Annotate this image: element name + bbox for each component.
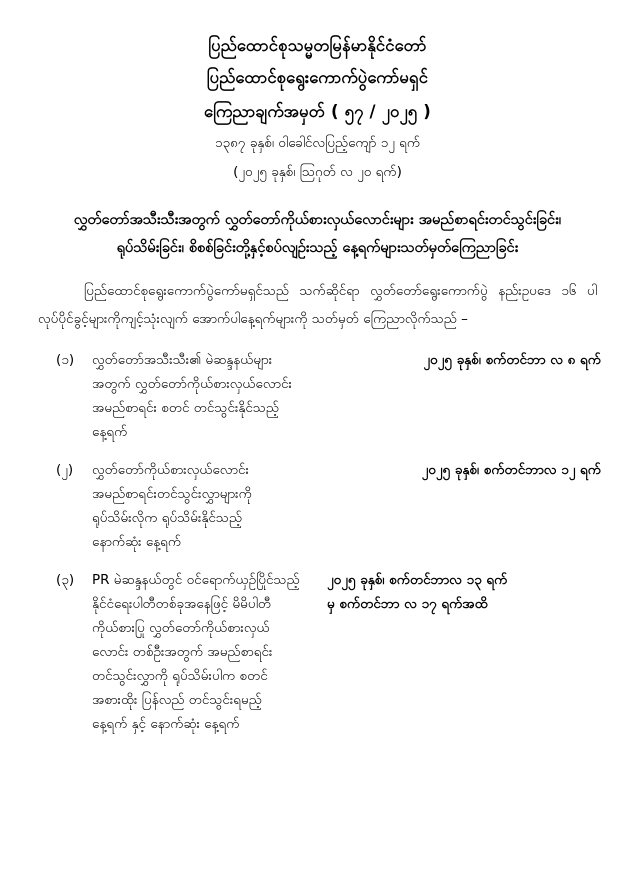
paragraph-text: ပြည်ထောင်စုရွေးကောက်ပွဲကော်မရှင်သည် သက်ဆိုင်ရာ လွှတ်တော်ရွေးကောက်ပွဲ နည်းဥပဒေ ၁၆ ပါလုပ်ပိုင်ခွင့်များကိုကျင့်သုံးလျက် အောက်ပါနေ့ရက်များကို သတ်မှတ် ကြေညာလိုက်သည် – bbox=[38, 283, 597, 328]
list-item bbox=[50, 348, 601, 444]
document-subject bbox=[34, 206, 601, 263]
list-item-line: လွှတ်တော်အသီးသီး၏ မဲဆန္ဒနယ်များ bbox=[92, 351, 273, 368]
list-item-date bbox=[418, 458, 601, 482]
list-item-line: နေ့ရက် bbox=[92, 423, 128, 440]
list-item-date-line: ၂၀၂၅ ခုနှစ်၊ စက်တင်ဘာလ ၁၂ ရက် bbox=[421, 461, 601, 478]
list-item-text bbox=[92, 348, 419, 444]
list-item-line: လောင်း တစ်ဦးအတွက် အမည်စာရင်း bbox=[92, 643, 273, 660]
list-item-number: (၃) bbox=[56, 571, 75, 588]
list-item-line: အမည်စာရင်း စတင် တင်သွင်းနိုင်သည့် bbox=[92, 399, 279, 416]
header-date-gregorian: (၂၀၂၅ ခုနှစ်၊ သြဂုတ် လ ၂၀ ရက်) bbox=[233, 164, 402, 181]
body-paragraph bbox=[34, 278, 601, 333]
list-item-date-line: ၂၀၂၅ ခုနှစ်၊ စက်တင်ဘာ လ ၈ ရက် bbox=[423, 351, 601, 368]
list-item-line: နောက်ဆုံး နေ့ရက် bbox=[92, 533, 182, 550]
list-item-line: နေ့ရက် နှင့် နောက်ဆုံး နေ့ရက် bbox=[92, 715, 240, 732]
list-item-line: အတွက် လွှတ်တော်ကိုယ်စားလှယ်လောင်း bbox=[92, 375, 292, 392]
header-line-country: ပြည်ထောင်စုသမ္မတမြန်မာနိုင်ငံတော် bbox=[208, 36, 427, 55]
list-item-number: (၁) bbox=[56, 351, 75, 368]
list-item-line: နိုင်ငံရေးပါတီတစ်ခုအနေဖြင့် မိမိပါတီ bbox=[92, 595, 272, 612]
list-item-line: အစားထိုး ပြန်လည် တင်သွင်းရမည့် bbox=[92, 691, 262, 708]
list-item-line: ကိုယ်စားပြု လွှတ်တော်ကိုယ်စားလှယ် bbox=[92, 619, 270, 636]
header-line-commission: ပြည်ထောင်စုရွေးကောက်ပွဲကော်မရှင် bbox=[206, 68, 429, 88]
list-item bbox=[50, 458, 601, 554]
list-item-date bbox=[313, 568, 601, 616]
list-item-line: ရုပ်သိမ်းလိုက ရုပ်သိမ်းနိုင်သည့် bbox=[92, 509, 243, 526]
list-item-date-line: မှ စက်တင်ဘာ လ ၁၇ ရက်အထိ bbox=[327, 595, 488, 612]
list-item-text bbox=[92, 458, 418, 554]
list-item-line: တင်သွင်းလွှာကို ရုပ်သိမ်းပါက စတင် bbox=[92, 667, 268, 684]
subject-line-2: ရုပ်သိမ်းခြင်း၊ စိစစ်ခြင်းတို့နှင့်စပ်လျဉ်းသည့် နေ့ရက်များသတ်မှတ်ကြေညာခြင်း bbox=[116, 240, 519, 257]
header-date-myanmar-era: ၁၃၈၇ ခုနှစ်၊ ဝါခေါင်လပြည့်ကျော် ၁၂ ရက် bbox=[214, 134, 421, 151]
list-item-date bbox=[419, 348, 601, 372]
list-item-number: (၂) bbox=[56, 461, 74, 478]
document-header bbox=[34, 30, 601, 188]
list-item-line: PR မဲဆန္ဒနယ်တွင် ဝင်ရောက်ယှဉ်ပြိုင်သည့် bbox=[92, 571, 300, 588]
list-item-line: အမည်စာရင်းတင်သွင်းလွှာများကို bbox=[92, 485, 252, 502]
list-item-text bbox=[92, 568, 313, 736]
list-item-date-line: ၂၀၂၅ ခုနှစ်၊ စက်တင်ဘာလ ၁၃ ရက် bbox=[327, 571, 508, 588]
list-item-line: လွှတ်တော်ကိုယ်စားလှယ်လောင်း bbox=[92, 461, 249, 478]
subject-line-1: လွှတ်တော်အသီးသီးအတွက် လွှတ်တော်ကိုယ်စားလှယ်လောင်းများ အမည်စာရင်းတင်သွင်းခြင်း၊ bbox=[73, 211, 562, 228]
list-item bbox=[50, 568, 601, 736]
header-line-announcement-number: ကြေညာချက်အမှတ် ( ၅၇ / ၂၀၂၅ ) bbox=[204, 102, 431, 122]
numbered-list bbox=[34, 348, 601, 736]
